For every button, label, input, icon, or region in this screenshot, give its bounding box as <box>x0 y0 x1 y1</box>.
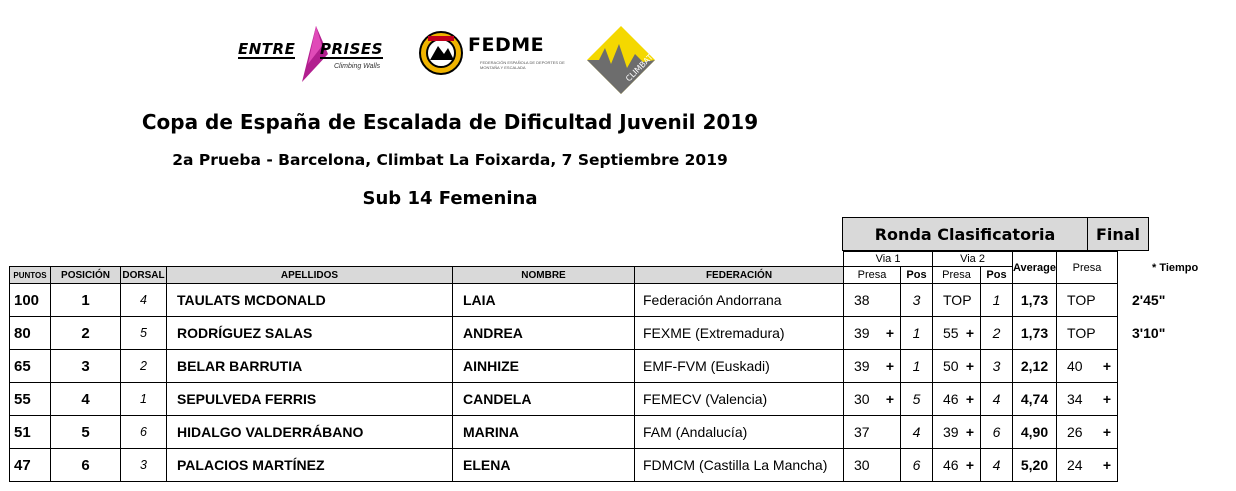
final-presa-value: 26 <box>1067 424 1083 440</box>
via2-presa-cell <box>933 284 981 317</box>
posicion-cell: 6 <box>51 449 121 482</box>
via2-header: Via 2 <box>933 252 1013 267</box>
tiempo-cell: 3'10" <box>1132 325 1166 341</box>
via2-plus: + <box>965 391 974 407</box>
via1-header: Via 1 <box>844 252 933 267</box>
table-row <box>10 416 1180 449</box>
table-row <box>10 449 1180 482</box>
nombre-cell: LAIA <box>453 284 635 317</box>
via1-presa-cell <box>844 449 901 482</box>
tiempo-cell <box>1118 449 1180 482</box>
average-cell: 4,90 <box>1013 416 1057 449</box>
apellidos-header: APELLIDOS <box>167 267 453 284</box>
nombre-cell: AINHIZE <box>453 350 635 383</box>
tiempo-cell <box>1118 350 1180 383</box>
table-row <box>10 284 1180 317</box>
dorsal-header: DORSAL <box>121 267 167 284</box>
average-cell: 2,12 <box>1013 350 1057 383</box>
entreprises-word-2: PRISES <box>320 40 383 58</box>
nombre-cell: CANDELA <box>453 383 635 416</box>
via2-pos-cell: 6 <box>981 416 1013 449</box>
via2-plus: + <box>965 325 974 341</box>
final-plus: + <box>1102 424 1112 440</box>
via2-plus: + <box>965 457 974 473</box>
average-cell: 1,73 <box>1013 284 1057 317</box>
fedme-seal-icon <box>418 30 464 76</box>
apellidos-cell: BELAR BARRUTIA <box>167 350 453 383</box>
climbat-logo <box>585 24 657 101</box>
via1-presa-value: 30 <box>854 457 870 473</box>
tiempo-cell: 2'45" <box>1132 292 1166 308</box>
via1-pos-cell: 1 <box>901 350 933 383</box>
average-header: Average <box>1013 252 1057 284</box>
apellidos-cell: PALACIOS MARTÍNEZ <box>167 449 453 482</box>
table-row <box>10 383 1180 416</box>
fedme-subtitle: FEDERACIÓN ESPAÑOLA DE DEPORTES DE MONTAÑA Y ESCALADA <box>480 60 565 70</box>
climbat-name: CLIMBAT <box>624 52 655 84</box>
final-presa-value: TOP <box>1067 325 1096 341</box>
via2-presa-value: TOP <box>943 292 972 308</box>
dorsal-cell: 5 <box>121 317 167 350</box>
average-cell: 5,20 <box>1013 449 1057 482</box>
puntos-cell: 65 <box>10 350 51 383</box>
via1-pos-cell: 3 <box>901 284 933 317</box>
puntos-cell: 51 <box>10 416 51 449</box>
via1-pos-cell: 1 <box>901 317 933 350</box>
via1-pos-cell: 4 <box>901 416 933 449</box>
via1-presa-value: 39 <box>854 358 870 374</box>
via2-presa-header: Presa <box>933 267 981 284</box>
via2-presa-cell <box>933 317 981 350</box>
puntos-cell: 100 <box>10 284 51 317</box>
nombre-header: NOMBRE <box>453 267 635 284</box>
via1-plus: + <box>885 358 894 374</box>
header-row-columns <box>10 267 1180 284</box>
via2-presa-value: 39 <box>943 424 959 440</box>
final-presa-cell <box>1057 284 1118 317</box>
federacion-cell: FAM (Andalucía) <box>635 416 844 449</box>
dorsal-cell: 2 <box>121 350 167 383</box>
results-body <box>10 284 1180 482</box>
via2-presa-cell <box>933 383 981 416</box>
nombre-cell: MARINA <box>453 416 635 449</box>
puntos-cell: 80 <box>10 317 51 350</box>
federacion-cell: FDMCM (Castilla La Mancha) <box>635 449 844 482</box>
via2-pos-cell: 2 <box>981 317 1013 350</box>
via1-presa-value: 37 <box>854 424 870 440</box>
posicion-cell: 3 <box>51 350 121 383</box>
apellidos-cell: TAULATS MCDONALD <box>167 284 453 317</box>
dorsal-cell: 4 <box>121 284 167 317</box>
final-presa-value: 40 <box>1067 358 1083 374</box>
table-row <box>10 350 1180 383</box>
via2-presa-value: 55 <box>943 325 959 341</box>
via2-pos-cell: 1 <box>981 284 1013 317</box>
federacion-cell: Federación Andorrana <box>635 284 844 317</box>
final-presa-value: TOP <box>1067 292 1096 308</box>
via1-pos-cell: 5 <box>901 383 933 416</box>
final-header: Final <box>1088 217 1149 251</box>
dorsal-cell: 3 <box>121 449 167 482</box>
fedme-name: FEDME <box>468 34 545 56</box>
federacion-header: FEDERACIÓN <box>635 267 844 284</box>
tiempo-header: * Tiempo <box>1152 262 1199 274</box>
posicion-cell: 5 <box>51 416 121 449</box>
apellidos-cell: SEPULVEDA FERRIS <box>167 383 453 416</box>
climbat-diamond-icon <box>585 24 657 96</box>
final-presa-cell <box>1057 350 1118 383</box>
final-presa-value: 34 <box>1067 391 1083 407</box>
tiempo-cell <box>1118 383 1180 416</box>
tiempo-cell <box>1118 416 1180 449</box>
via1-pos-cell: 6 <box>901 449 933 482</box>
average-cell: 4,74 <box>1013 383 1057 416</box>
final-presa-cell <box>1057 383 1118 416</box>
final-plus: + <box>1102 391 1112 407</box>
logo-bar <box>0 14 1236 84</box>
federacion-cell: FEMECV (Valencia) <box>635 383 844 416</box>
entreprises-subtitle: Climbing Walls <box>334 63 381 70</box>
via1-presa-value: 30 <box>854 391 870 407</box>
entreprises-logo <box>238 38 388 82</box>
apellidos-cell: RODRÍGUEZ SALAS <box>167 317 453 350</box>
via2-presa-cell <box>933 449 981 482</box>
final-presa-cell <box>1057 317 1118 350</box>
via1-presa-cell <box>844 416 901 449</box>
posicion-cell: 4 <box>51 383 121 416</box>
dorsal-cell: 6 <box>121 416 167 449</box>
average-cell: 1,73 <box>1013 317 1057 350</box>
via1-presa-header: Presa <box>844 267 901 284</box>
via2-presa-value: 50 <box>943 358 959 374</box>
results-table <box>9 251 1180 482</box>
final-presa-header: Presa <box>1057 252 1118 284</box>
final-plus: + <box>1102 358 1112 374</box>
via1-presa-cell <box>844 317 901 350</box>
apellidos-cell: HIDALGO VALDERRÁBANO <box>167 416 453 449</box>
via2-presa-value: 46 <box>943 457 959 473</box>
posicion-header: POSICIÓN <box>51 267 121 284</box>
via2-presa-value: 46 <box>943 391 959 407</box>
header-row-vias <box>10 252 1180 267</box>
via1-presa-value: 38 <box>854 292 870 308</box>
final-plus: + <box>1102 457 1112 473</box>
nombre-cell: ELENA <box>453 449 635 482</box>
dorsal-cell: 1 <box>121 383 167 416</box>
via2-pos-header: Pos <box>981 267 1013 284</box>
table-row <box>10 317 1180 350</box>
via2-pos-cell: 3 <box>981 350 1013 383</box>
posicion-cell: 2 <box>51 317 121 350</box>
puntos-cell: 47 <box>10 449 51 482</box>
via1-presa-cell <box>844 383 901 416</box>
via2-plus: + <box>965 424 974 440</box>
final-presa-value: 24 <box>1067 457 1083 473</box>
category-title: Sub 14 Femenina <box>362 188 538 209</box>
via2-pos-cell: 4 <box>981 449 1013 482</box>
via1-presa-cell <box>844 284 901 317</box>
puntos-cell: 55 <box>10 383 51 416</box>
via2-plus: + <box>965 358 974 374</box>
federacion-cell: FEXME (Extremadura) <box>635 317 844 350</box>
via1-pos-header: Pos <box>901 267 933 284</box>
event-subtitle: 2a Prueba - Barcelona, Climbat La Foixarda, 7 Septiembre 2019 <box>172 151 728 169</box>
via2-presa-cell <box>933 350 981 383</box>
puntos-header: PUNTOS <box>10 267 51 284</box>
posicion-cell: 1 <box>51 284 121 317</box>
final-presa-cell <box>1057 449 1118 482</box>
fedme-logo <box>418 28 578 78</box>
via2-presa-cell <box>933 416 981 449</box>
entreprises-word-1: ENTRE <box>238 40 296 58</box>
page-title: Copa de España de Escalada de Dificultad Juvenil 2019 <box>141 110 759 134</box>
via1-presa-value: 39 <box>854 325 870 341</box>
via1-plus: + <box>885 325 894 341</box>
via2-pos-cell: 4 <box>981 383 1013 416</box>
final-presa-cell <box>1057 416 1118 449</box>
ronda-clasificatoria-header: Ronda Clasificatoria <box>842 217 1088 251</box>
via1-plus: + <box>885 391 894 407</box>
federacion-cell: EMF-FVM (Euskadi) <box>635 350 844 383</box>
nombre-cell: ANDREA <box>453 317 635 350</box>
via1-presa-cell <box>844 350 901 383</box>
